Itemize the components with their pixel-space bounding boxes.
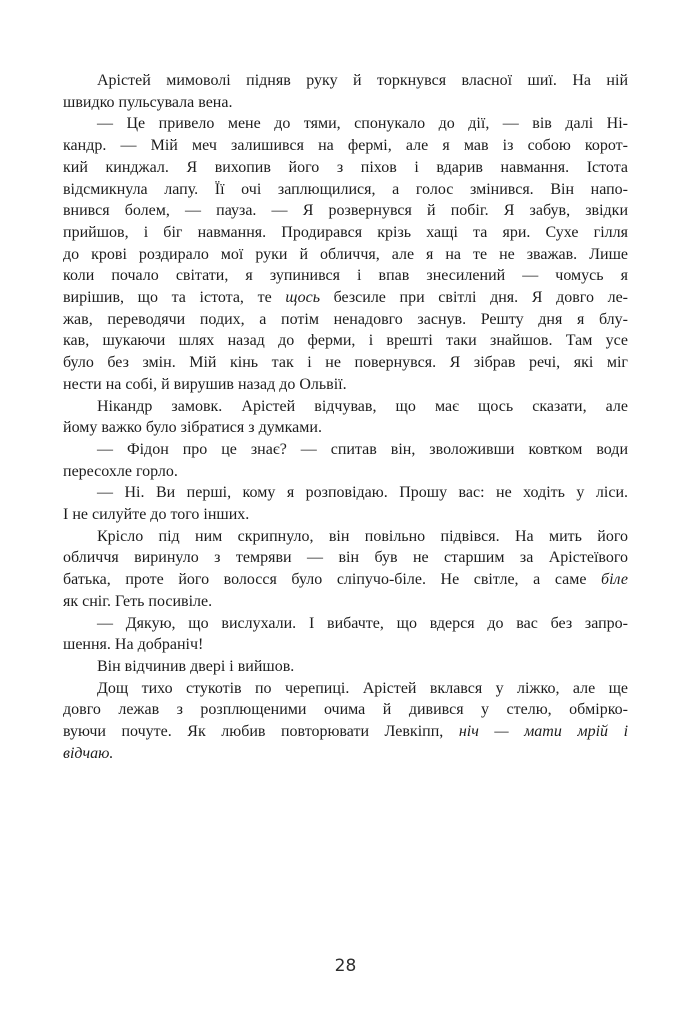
page-number: 28 bbox=[334, 956, 357, 976]
text-run: Дощ тихо стукотів по черепиці. Арістей вклався у ліжко, але ще bbox=[97, 679, 628, 697]
text-run: обличчя виринуло з темряви — він був не старшим за Арістеївого bbox=[63, 549, 628, 567]
paragraph bbox=[63, 70, 628, 113]
text-run: як сніг. Геть посивіле. bbox=[63, 592, 213, 610]
text-run: вуючи почуте. Як любив повторювати Левкіпп, bbox=[63, 723, 459, 741]
text-line bbox=[63, 396, 628, 418]
paragraph bbox=[63, 678, 628, 765]
emphasized-text: щось bbox=[285, 289, 320, 307]
text-line bbox=[63, 656, 628, 678]
text-run: до крові роздирало мої руки й обличчя, але я на те не зважав. Лише bbox=[63, 245, 628, 263]
paragraph bbox=[63, 439, 628, 482]
text-run: нести на собі, й вирушив назад до Ольвії. bbox=[63, 375, 347, 393]
text-run: внився болем, — пауза. — Я розвернувся й побіг. Я забув, звідки bbox=[63, 202, 628, 220]
text-line bbox=[63, 721, 628, 743]
text-line bbox=[63, 113, 628, 135]
paragraph bbox=[63, 396, 628, 439]
text-line bbox=[63, 265, 628, 287]
text-run: відсмикнула лапу. Її очі заплющилися, а голос змінився. Він напо- bbox=[63, 180, 628, 198]
text-run: Нікандр замовк. Арістей відчував, що має щось сказати, але bbox=[97, 397, 628, 415]
text-block bbox=[63, 70, 628, 765]
paragraph bbox=[63, 482, 628, 525]
text-run: прийшов, і біг навмання. Продирався крізь хащі та яри. Сухе гілля bbox=[63, 223, 628, 241]
text-line bbox=[63, 526, 628, 548]
text-run: коли почало світати, я зупинився і впав знесилений — чомусь я bbox=[63, 267, 628, 285]
text-run: Він відчинив двері і вийшов. bbox=[97, 657, 295, 675]
text-run: кав, шукаючи шлях назад до ферми, і врешті таки знайшов. Там усе bbox=[63, 332, 628, 350]
text-line bbox=[63, 417, 628, 439]
text-run: Арістей мимоволі підняв руку й торкнувся власної шиї. На ній bbox=[97, 72, 628, 89]
text-line bbox=[63, 439, 628, 461]
text-line bbox=[63, 743, 628, 765]
text-run: безсиле при світлі дня. Я довго ле- bbox=[319, 289, 628, 307]
text-line bbox=[63, 699, 628, 721]
text-line bbox=[63, 504, 628, 526]
text-run: було без змін. Мій кінь так і не повернувся. Я зібрав речі, які міг bbox=[63, 354, 628, 372]
text-line bbox=[63, 179, 628, 201]
text-line bbox=[63, 547, 628, 569]
text-line bbox=[63, 70, 628, 92]
text-run: пересохле горло. bbox=[63, 462, 178, 480]
text-line bbox=[63, 634, 628, 656]
text-line bbox=[63, 92, 628, 114]
text-line bbox=[63, 461, 628, 483]
text-run: довго лежав з розплющеними очима й дивився у стелю, обмірко- bbox=[63, 701, 628, 719]
text-run: — Ні. Ви перші, кому я розповідаю. Прошу вас: не ходіть у ліси. bbox=[97, 484, 628, 502]
emphasized-text: відчаю. bbox=[63, 744, 114, 762]
text-line bbox=[63, 309, 628, 331]
text-run: — Фідон про це знає? — спитав він, зволоживши ковтком води bbox=[97, 440, 628, 458]
text-run: вирішив, що та істота, те bbox=[63, 289, 286, 307]
emphasized-text: ніч — мати мрій і bbox=[458, 723, 629, 741]
text-line bbox=[63, 200, 628, 222]
paragraph bbox=[63, 113, 628, 395]
paragraph bbox=[63, 526, 628, 613]
paragraph bbox=[63, 656, 628, 678]
text-run: — Це привело мене до тями, спонукало до дії, — вів далі Ні- bbox=[97, 115, 628, 133]
text-line bbox=[63, 591, 628, 613]
text-run: жав, переводячи подих, а потім ненадовго заснув. Решту дня я блу- bbox=[63, 310, 628, 328]
text-line bbox=[63, 482, 628, 504]
text-line bbox=[63, 678, 628, 700]
text-run: І не силуйте до того інших. bbox=[63, 506, 250, 524]
text-line bbox=[63, 244, 628, 266]
text-line bbox=[63, 287, 628, 309]
text-run: шення. На добраніч! bbox=[63, 636, 204, 654]
text-line bbox=[63, 135, 628, 157]
text-run: кандр. — Мій меч залишився на фермі, але я мав із собою корот- bbox=[63, 137, 628, 155]
text-run: йому важко було зібратися з думками. bbox=[63, 419, 322, 437]
text-run: кий кинджал. Я вихопив його з піхов і вдарив навмання. Істота bbox=[63, 158, 628, 176]
paragraph bbox=[63, 613, 628, 656]
text-line bbox=[63, 352, 628, 374]
text-line bbox=[63, 222, 628, 244]
text-line bbox=[63, 157, 628, 179]
text-run: — Дякую, що вислухали. І вибачте, що вдерся до вас без запро- bbox=[97, 614, 628, 632]
text-run: батька, проте його волосся було сліпучо-біле. Не світле, а саме bbox=[63, 571, 602, 589]
text-line bbox=[63, 374, 628, 396]
text-line bbox=[63, 613, 628, 635]
text-run: Крісло під ним скрипнуло, він повільно підвівся. На мить його bbox=[97, 527, 628, 545]
text-run: швидко пульсувала вена. bbox=[63, 93, 233, 111]
text-line bbox=[63, 330, 628, 352]
emphasized-text: біле bbox=[601, 571, 628, 589]
text-line bbox=[63, 569, 628, 591]
